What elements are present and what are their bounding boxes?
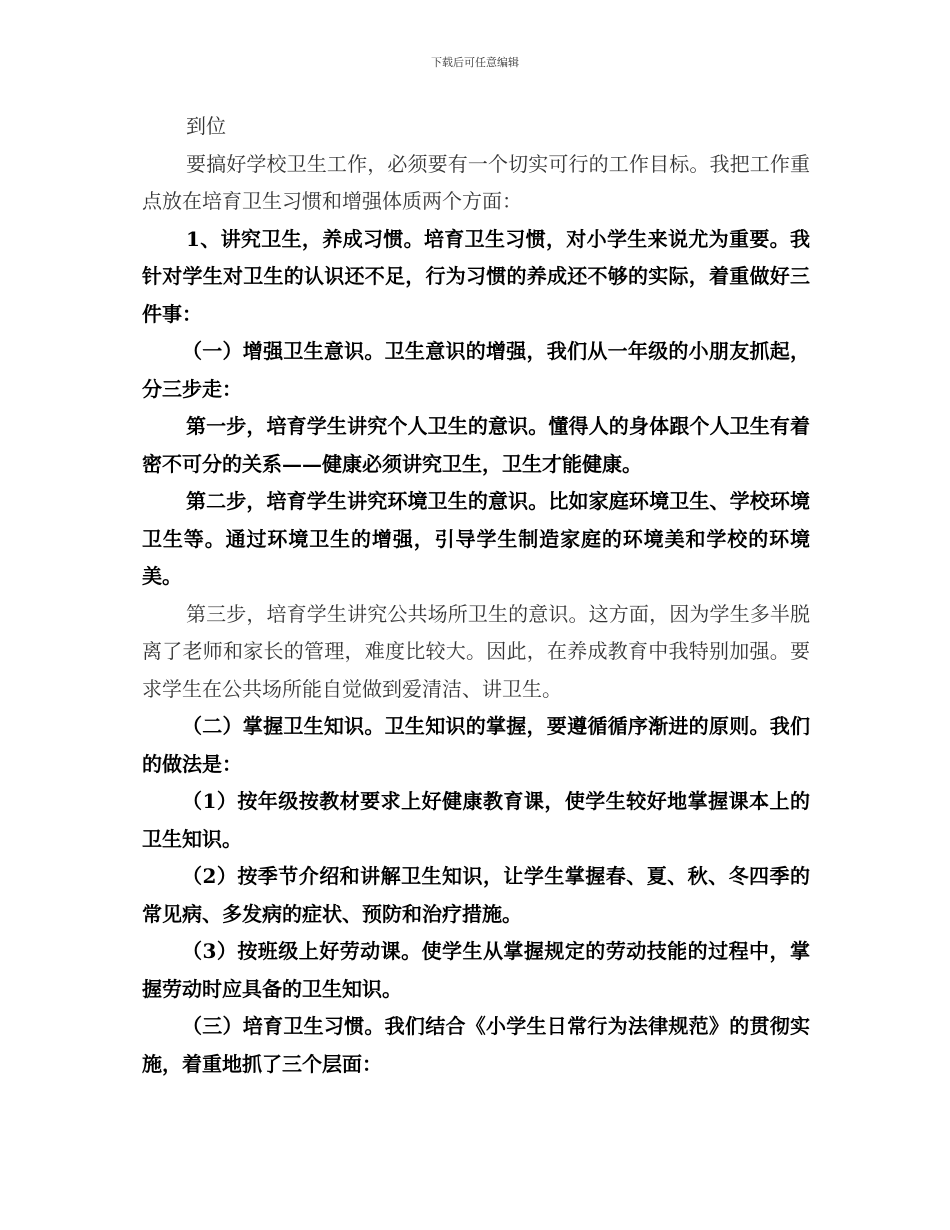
paragraph-10: （2）按季节介绍和讲解卫生知识，让学生掌握春、夏、秋、冬四季的常见病、多发病的症状、预防和治疗措施。 — [142, 864, 810, 926]
paragraph-12: （三）培育卫生习惯。我们结合《小学生日常行为法律规范》的贯彻实施，着重地抓了三个层面： — [142, 1014, 810, 1076]
paragraph-3: 1、讲究卫生，养成习惯。培育卫生习惯，对小学生来说尤为重要。我针对学生对卫生的认识还不足，行为习惯的养成还不够的实际，着重做好三件事： — [142, 226, 810, 326]
paragraph-5: 第一步，培育学生讲究个人卫生的意识。懂得人的身体跟个人卫生有着密不可分的关系——健康必须讲究卫生，卫生才能健康。 — [142, 414, 810, 476]
paragraph-1: 到位 — [186, 114, 226, 138]
paragraph-8: （二）掌握卫生知识。卫生知识的掌握，要遵循循序渐进的原则。我们的做法是： — [142, 714, 810, 776]
paragraph-4: （一）增强卫生意识。卫生意识的增强，我们从一年级的小朋友抓起，分三步走： — [142, 339, 810, 401]
paragraph-2: 要搞好学校卫生工作，必须要有一个切实可行的工作目标。我把工作重点放在培育卫生习惯和增强体质两个方面： — [142, 151, 810, 213]
document-body — [142, 108, 810, 1083]
paragraph-7: 第三步，培育学生讲究公共场所卫生的意识。这方面，因为学生多半脱离了老师和家长的管理，难度比较大。因此，在养成教育中我特别加强。要求学生在公共场所能自觉做到爱清洁、讲卫生。 — [142, 601, 810, 701]
page-header: 下载后可任意编辑 — [431, 56, 519, 69]
paragraph-6: 第二步，培育学生讲究环境卫生的意识。比如家庭环境卫生、学校环境卫生等。通过环境卫生的增强，引导学生制造家庭的环境美和学校的环境美。 — [142, 489, 810, 588]
paragraph-11: （3）按班级上好劳动课。使学生从掌握规定的劳动技能的过程中，掌握劳动时应具备的卫生知识。 — [142, 939, 810, 1001]
paragraph-9: （1）按年级按教材要求上好健康教育课，使学生较好地掌握课本上的卫生知识。 — [142, 789, 810, 851]
